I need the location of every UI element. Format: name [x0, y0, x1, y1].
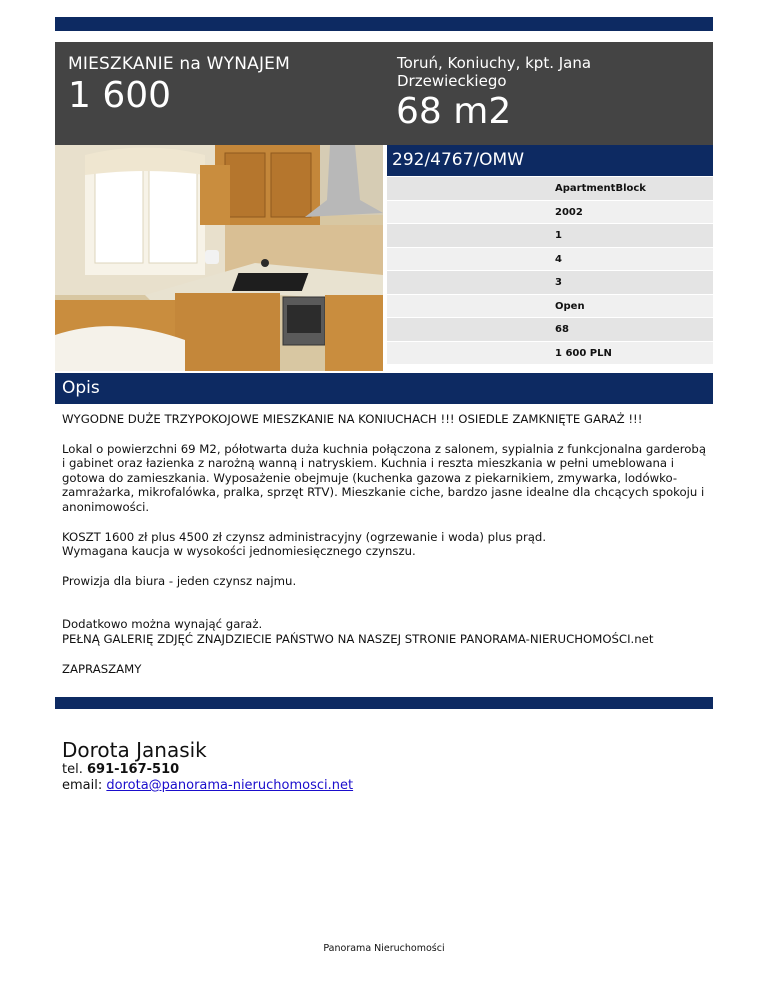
listing-type: MIESZKANIE na WYNAJEM	[68, 54, 290, 74]
listing-area: 68 m2	[396, 91, 512, 132]
agent-phone-row	[62, 762, 702, 778]
property-floor: 1	[387, 224, 713, 248]
kitchen-photo	[55, 145, 383, 371]
description-body	[62, 412, 712, 676]
reference-number-bar	[387, 145, 713, 176]
property-kitchen: Open	[387, 295, 713, 319]
deposit-line: Wymagana kaucja w wysokości jednomiesięcznego czynszu.	[62, 544, 416, 559]
gallery-line: PEŁNĄ GALERIĘ ZDJĘĆ ZNAJDZIECIE PAŃSTWO NA NASZEJ STRONIE PANORAMA-NIERUCHOMOŚCI.net	[62, 631, 654, 646]
description-paragraph: Lokal o powierzchni 69 M2, półotwarta duża kuchnia połączona z salonem, sypialnia z funkcjonalna garderobą i gabinet oraz łazienka z narożną wanną i natryskiem. Kuchnia i reszta mieszkania w pełni umeblowana i gotowa do zamieszkania. Wyposażenie obejmuje (kuchenka gazowa z piekarnikiem, zmywarka, lodówko-zamrażarka, mikrofalówka, pralka, sprzęt RTV). Mieszkanie ciche, bardzo jasne idealne dla chcących spokoju i anonimowości.	[62, 441, 706, 514]
agent-name: Dorota Janasik	[62, 738, 207, 762]
property-rooms: 3	[387, 271, 713, 295]
property-year: 2002	[387, 201, 713, 225]
description-headline: WYGODNE DUŻE TRZYPOKOJOWE MIESZKANIE NA KONIUCHACH !!! OSIEDLE ZAMKNIĘTE GARAŻ !!!	[62, 412, 643, 426]
property-area: 68	[387, 318, 713, 342]
footer-brand: Panorama Nieruchomości	[323, 943, 445, 954]
property-price: 1 600 PLN	[387, 342, 713, 366]
property-floors-total: 4	[387, 248, 713, 272]
property-building-type: ApartmentBlock	[387, 177, 713, 201]
properties-table	[387, 177, 713, 365]
description-heading: Opis	[62, 378, 100, 398]
commission-line: Prowizja dla biura - jeden czynsz najmu.	[62, 573, 297, 588]
listing-location: Toruń, Koniuchy, kpt. Jana Drzewieckiego	[397, 54, 592, 90]
reference-number: 292/4767/OMW	[392, 150, 525, 170]
agent-phone: 691-167-510	[86, 762, 180, 777]
garage-line: Dodatkowo można wynająć garaż.	[62, 617, 263, 632]
agent-email-row	[62, 778, 702, 794]
description-heading-bar	[55, 373, 713, 404]
agent-contact	[62, 738, 702, 794]
top-bar	[55, 17, 713, 31]
divider-bar	[55, 697, 713, 709]
cost-line: KOSZT 1600 zł plus 4500 zł czynsz administracyjny (ogrzewanie i woda) plus prąd.	[62, 529, 547, 544]
listing-header	[55, 42, 713, 145]
closing-line: ZAPRASZAMY	[62, 661, 142, 676]
listing-price: 1 600	[68, 75, 172, 116]
phone-label: tel.	[62, 762, 83, 777]
email-label: email:	[62, 778, 103, 793]
agent-email-link[interactable]: dorota@panorama-nieruchomosci.net	[106, 778, 354, 793]
